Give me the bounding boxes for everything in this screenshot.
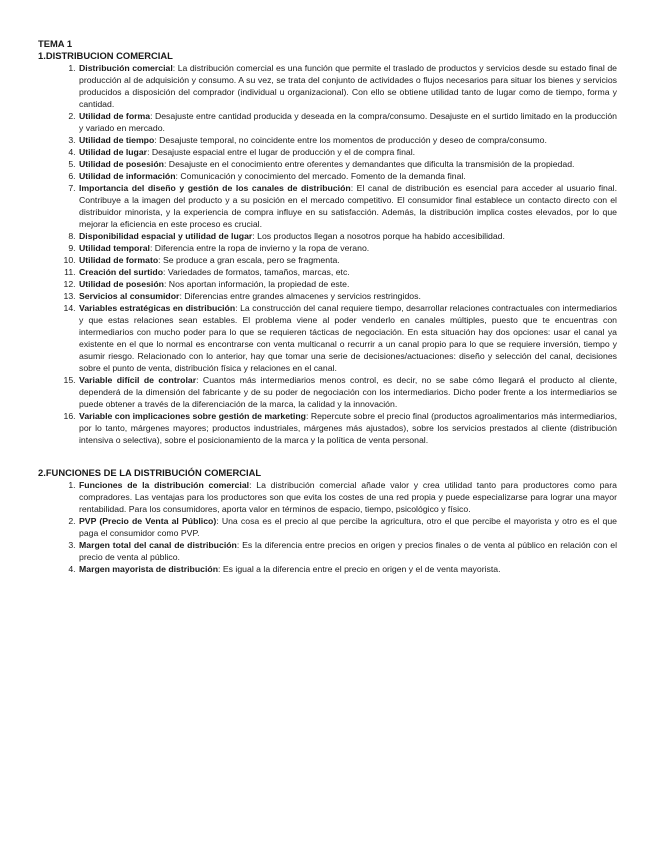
item-term: PVP (Precio de Venta al Público) xyxy=(79,516,217,526)
list-item: 15. Variable difícil de controlar: Cuantos más intermediarios menos control, es decir, no se sabe cómo llegará el producto al cliente, dependerá de la dimensión del fabricante y de su poder de negociación con los intermediarios. Dicho poder frente a los intermediarios se puede obtener a través de la diferenciación de la marca, la calidad y la innovación. xyxy=(78,374,617,410)
item-text: Desajuste temporal, no coincidente entre los momentos de producción y deseo de compra/consumo. xyxy=(159,135,547,145)
item-term: Margen mayorista de distribución xyxy=(79,564,219,574)
item-text: Desajuste espacial entre el lugar de producción y el de compra final. xyxy=(151,147,416,157)
item-text: La construcción del canal requiere tiempo, desarrollar relaciones contractuales con intermediarios y que estas relaciones sean estables. El problema viene al poder venderlo en canales múltiples, puesto que te encuentras con intermediarios con mucho poder para lo que se requieren tácticas de negociación. En esta situación hay dos opciones: usar el canal ya existente en el que lo normal es encontrarse con venta multicanal o recurrir a un canal propio para lo que se requiere inversión, tiempo y asumir riesgo. Relacionado con lo anterior, hay que tomar una serie de decisiones/actuaciones: diseño y selección del canal, decisiones sobre el punto de venta, distribución física y relaciones en el canal. xyxy=(79,303,618,373)
item-text: Cuantos más intermediarios menos control, es decir, no se sabe cómo llegará el producto al cliente, dependerá de la dimensión del fabricante y de su poder de negociación con los intermediarios. Dicho poder frente a los intermediarios se puede obtener a través de la diferenciación de la marca, la calidad y la innovación. xyxy=(79,375,617,409)
list-item: 11. Creación del surtido: Variedades de formatos, tamaños, marcas, etc. xyxy=(78,266,617,278)
list-item: 1. Funciones de la distribución comercial: La distribución comercial añade valor y crea utilidad tanto para productores como para compradores. Las ventajas para los productores son que evita los costes de una red propia y puede especializarse para lograr una mayor rentabilidad. Para los consumidores, aporta valor en términos de espacio, tiempo, psicológico y físico. xyxy=(78,479,617,515)
item-text: Diferencia entre la ropa de invierno y la ropa de verano. xyxy=(154,243,370,253)
list-item: 2. PVP (Precio de Venta al Público): Una cosa es el precio al que percibe la agricultura, otro el que percibe el mayorista y otro es el que paga el consumidor como PVP. xyxy=(78,515,617,539)
list-item: 12. Utilidad de posesión: Nos aportan información, la propiedad de este. xyxy=(78,278,617,290)
list-item: 9. Utilidad temporal: Diferencia entre la ropa de invierno y la ropa de verano. xyxy=(78,242,617,254)
item-text: Repercute sobre el precio final (productos agroalimentarios más intermediarios, por lo tanto, márgenes mayores; productos industriales, márgenes más ajustados), sobre los servicios prestados al cliente (distribución intensiva o selectiva), sobre el posicionamiento de la marca y la política de venta personal. xyxy=(79,411,618,445)
item-term: Utilidad de lugar xyxy=(79,147,148,157)
list-item: 16. Variable con implicaciones sobre gestión de marketing: Repercute sobre el precio final (productos agroalimentarios más intermediarios, por lo tanto, márgenes mayores; productos industriales, márgenes más ajustados), sobre los servicios prestados al cliente (distribución intensiva o selectiva), sobre el posicionamiento de la marca y la política de venta personal. xyxy=(78,410,617,446)
item-text: Desajuste entre cantidad producida y deseada en la compra/consumo. Desajuste en el surtido limitado en la producción y variado en mercado. xyxy=(79,111,617,133)
item-text: Variedades de formatos, tamaños, marcas, etc. xyxy=(167,267,350,277)
item-text: Desajuste en el conocimiento entre oferentes y demandantes que dificulta la transmisión de la propiedad. xyxy=(168,159,575,169)
item-text: Es la diferencia entre precios en origen y precios finales o de venta al público en relación con el precio de venta al público. xyxy=(79,540,618,562)
item-text: Diferencias entre grandes almacenes y servicios restringidos. xyxy=(184,291,421,301)
item-text: Nos aportan información, la propiedad de este. xyxy=(168,279,350,289)
list-item: 5. Utilidad de posesión: Desajuste en el conocimiento entre oferentes y demandantes que dificulta la transmisión de la propiedad. xyxy=(78,158,617,170)
list-item: 2. Utilidad de forma: Desajuste entre cantidad producida y deseada en la compra/consumo. Desajuste en el surtido limitado en la producción y variado en mercado. xyxy=(78,110,617,134)
item-term: Utilidad de posesión xyxy=(79,279,164,289)
item-term: Distribución comercial xyxy=(79,63,173,73)
section-2-list xyxy=(38,479,617,575)
item-term: Importancia del diseño y gestión de los canales de distribución xyxy=(79,183,351,193)
item-text: Comunicación y conocimiento del mercado. Fomento de la demanda final. xyxy=(180,171,466,181)
item-text: El canal de distribución es esencial para acceder al usuario final. Contribuye a la imagen del producto y a su posición en el mercado competitivo. El consumidor final establece un contacto directo con el distribuidor minorista, y la experiencia de compra influye en su satisfacción. Además, la distribución implica costes elevados, por lo que mejorar la eficiencia en este proceso es crucial. xyxy=(79,183,618,229)
list-item: 4. Utilidad de lugar: Desajuste espacial entre el lugar de producción y el de compra final. xyxy=(78,146,617,158)
item-text: Se produce a gran escala, pero se fragmenta. xyxy=(162,255,340,265)
item-term: Margen total del canal de distribución xyxy=(79,540,237,550)
item-text: La distribución comercial es una función que permite el traslado de productos y servicios desde su estado final de producción al de adquisición y consumo. A su vez, se trata del conjunto de actividades o flujos necesarios para situar los bienes y servicios producidos a disposición del comprador (individual u organizacional). Con ello se obtiene utilidad tanto de lugar como de tiempo, forma y cantidad. xyxy=(79,63,617,109)
list-item: 3. Margen total del canal de distribución: Es la diferencia entre precios en origen y precios finales o de venta al público en relación con el precio de venta al público. xyxy=(78,539,617,563)
item-text: Una cosa es el precio al que percibe la agricultura, otro el que percibe el mayorista y otro es el que paga el consumidor como PVP. xyxy=(79,516,618,538)
item-text: Los productos llegan a nosotros porque ha habido accesibilidad. xyxy=(257,231,505,241)
list-item: 1. Distribución comercial: La distribución comercial es una función que permite el traslado de productos y servicios desde su estado final de producción al de adquisición y consumo. A su vez, se trata del conjunto de actividades o flujos necesarios para situar los bienes y servicios producidos a disposición del comprador (individual u organizacional). Con ello se obtiene utilidad tanto de lugar como de tiempo, forma y cantidad. xyxy=(78,62,617,110)
item-text: Es igual a la diferencia entre el precio en origen y el de venta mayorista. xyxy=(222,564,501,574)
item-term: Variable difícil de controlar xyxy=(79,375,197,385)
list-item: 3. Utilidad de tiempo: Desajuste temporal, no coincidente entre los momentos de producción y deseo de compra/consumo. xyxy=(78,134,617,146)
item-term: Utilidad temporal xyxy=(79,243,150,253)
list-item: 8. Disponibilidad espacial y utilidad de lugar: Los productos llegan a nosotros porque ha habido accesibilidad. xyxy=(78,230,617,242)
item-term: Utilidad de información xyxy=(79,171,176,181)
item-term: Utilidad de forma xyxy=(79,111,151,121)
section-1-title: 1.DISTRIBUCION COMERCIAL xyxy=(38,50,173,61)
item-text: La distribución comercial añade valor y crea utilidad tanto para productores como para compradores. Las ventajas para los productores son que evita los costes de una red propia y puede especializarse para lograr una mayor rentabilidad. Para los consumidores, aporta valor en términos de espacio, tiempo, psicológico y físico. xyxy=(79,480,617,514)
item-term: Utilidad de posesión xyxy=(79,159,164,169)
item-term: Servicios al consumidor xyxy=(79,291,180,301)
item-term: Utilidad de formato xyxy=(79,255,159,265)
list-item: 13. Servicios al consumidor: Diferencias entre grandes almacenes y servicios restringidos. xyxy=(78,290,617,302)
topic-heading: TEMA 1 xyxy=(38,38,73,49)
list-item: 4. Margen mayorista de distribución: Es igual a la diferencia entre el precio en origen y el de venta mayorista. xyxy=(78,563,617,575)
section-1-list xyxy=(38,62,617,446)
list-item: 10. Utilidad de formato: Se produce a gran escala, pero se fragmenta. xyxy=(78,254,617,266)
item-term: Funciones de la distribución comercial xyxy=(79,480,250,490)
item-term: Variables estratégicas en distribución xyxy=(79,303,236,313)
list-item: 14. Variables estratégicas en distribución: La construcción del canal requiere tiempo, desarrollar relaciones contractuales con intermediarios y que estas relaciones sean estables. El problema viene al poder venderlo en canales múltiples, puesto que te encuentras con intermediarios con mucho poder para lo que se requieren tácticas de negociación. En esta situación hay dos opciones: usar el canal ya existente en el que lo normal es encontrarse con venta multicanal o recurrir a un canal propio para lo que se requiere inversión, tiempo y asumir riesgo. Relacionado con lo anterior, hay que tomar una serie de decisiones/actuaciones: diseño y selección del canal, decisiones sobre el punto de venta, distribución física y relaciones en el canal. xyxy=(78,302,617,374)
section-2-title: 2.FUNCIONES DE LA DISTRIBUCIÓN COMERCIAL xyxy=(38,467,262,478)
item-term: Disponibilidad espacial y utilidad de lugar xyxy=(79,231,253,241)
item-term: Variable con implicaciones sobre gestión de marketing xyxy=(79,411,306,421)
item-term: Creación del surtido xyxy=(79,267,163,277)
list-item: 7. Importancia del diseño y gestión de los canales de distribución: El canal de distribución es esencial para acceder al usuario final. Contribuye a la imagen del producto y a su posición en el mercado competitivo. El consumidor final establece un contacto directo con el distribuidor minorista, y la experiencia de compra influye en su satisfacción. Además, la distribución implica costes elevados, por lo que mejorar la eficiencia en este proceso es crucial. xyxy=(78,182,617,230)
item-term: Utilidad de tiempo xyxy=(79,135,155,145)
list-item: 6. Utilidad de información: Comunicación y conocimiento del mercado. Fomento de la demanda final. xyxy=(78,170,617,182)
section-spacer xyxy=(38,446,617,467)
